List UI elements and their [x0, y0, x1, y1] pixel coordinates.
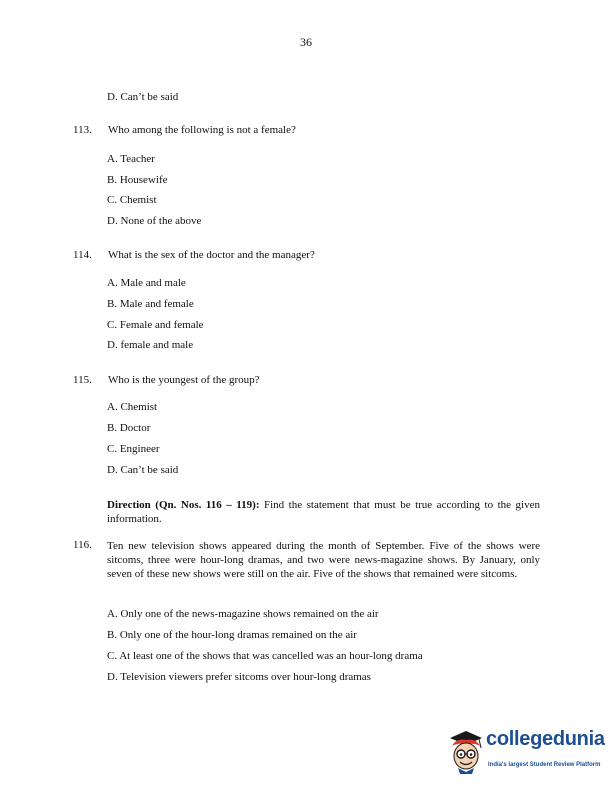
direction-label: Direction (Qn. Nos. 116 – 119): [107, 499, 260, 511]
question-text-115: Who is the youngest of the group? [108, 374, 260, 386]
question-number-115: 115. [73, 374, 92, 386]
carryover-option: D. Can’t be said [107, 91, 179, 103]
option-113-d: D. None of the above [107, 215, 202, 227]
question-number-116: 116. [73, 539, 92, 551]
direction-block [107, 498, 540, 526]
option-114-c: C. Female and female [107, 319, 204, 331]
option-116-c: C. At least one of the shows that was cancelled was an hour-long drama [107, 650, 423, 662]
option-115-c: C. Engineer [107, 443, 160, 455]
option-114-d: D. female and male [107, 339, 194, 351]
question-text-116: Ten new television shows appeared during the month of September. Five of the shows were sitcoms, three were hour-long dramas, and two were news-magazine shows. By January, only seven of these new shows were still on the air. Five of the shows that remained were sitcoms. [107, 540, 540, 580]
option-115-d: D. Can’t be said [107, 464, 179, 476]
collegedunia-logo [446, 728, 606, 778]
brand-name: collegedunia [486, 728, 605, 750]
option-113-b: B. Housewife [107, 174, 168, 186]
direction-text: Find the statement that must be true according to the given information. [107, 499, 540, 525]
question-number-114: 114. [73, 249, 92, 261]
question-number-113: 113. [73, 124, 92, 136]
option-115-a: A. Chemist [107, 401, 158, 413]
option-113-a: A. Teacher [107, 153, 155, 165]
option-113-c: C. Chemist [107, 194, 157, 206]
option-116-a: A. Only one of the news-magazine shows remained on the air [107, 608, 379, 620]
mascot-icon [446, 728, 486, 778]
page-number: 36 [300, 35, 312, 49]
option-114-a: A. Male and male [107, 277, 186, 289]
option-114-b: B. Male and female [107, 298, 194, 310]
option-115-b: B. Doctor [107, 422, 151, 434]
question-text-114: What is the sex of the doctor and the manager? [108, 249, 315, 261]
option-116-d: D. Television viewers prefer sitcoms over hour-long dramas [107, 671, 371, 683]
option-116-b: B. Only one of the hour-long dramas remained on the air [107, 629, 357, 641]
question-text-113: Who among the following is not a female? [108, 124, 296, 136]
brand-tagline: India's largest Student Review Platform [488, 762, 601, 768]
